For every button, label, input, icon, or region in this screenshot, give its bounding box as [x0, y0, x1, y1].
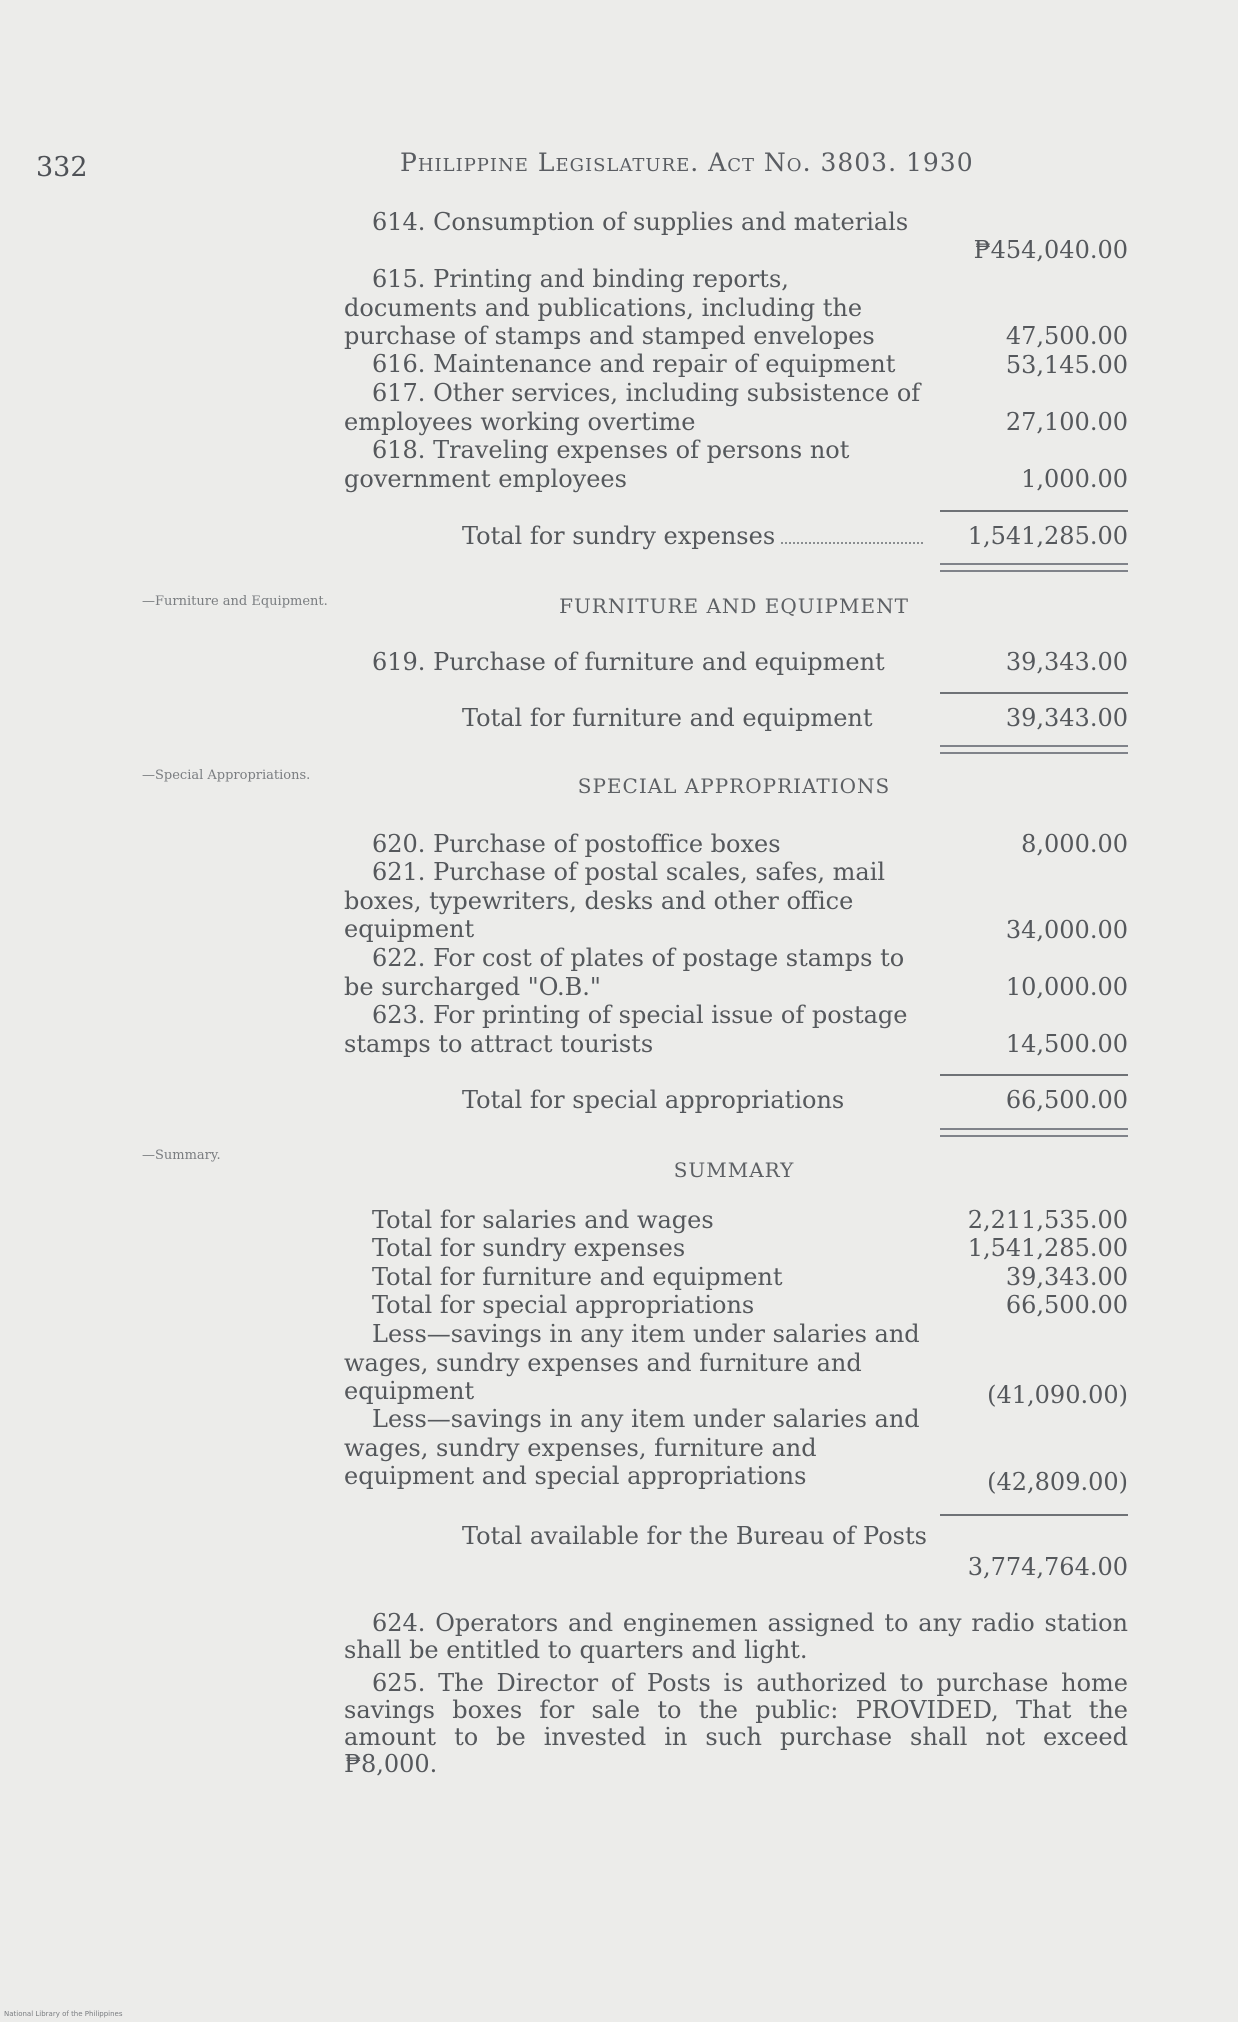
- total-row: [462, 704, 929, 733]
- amount: 1,541,285.00: [967, 1234, 1128, 1262]
- sum-rule: [940, 692, 1128, 694]
- total-available-label: Total available for the Bureau of Posts: [462, 1522, 927, 1550]
- line-item: 617. Other services, including subsistence of employees working overtime: [344, 379, 921, 436]
- line-item: Less—savings in any item under salaries and wages, sundry expenses and furniture and equipment: [344, 1320, 920, 1405]
- amount: 27,100.00: [1005, 408, 1128, 436]
- section-heading: SUMMARY: [673, 1158, 795, 1182]
- line-item: 618. Traveling expenses of persons not government employees: [344, 436, 850, 493]
- total-label: Total for furniture and equipment: [462, 704, 873, 732]
- amount: 39,343.00: [1005, 648, 1128, 676]
- provision-paragraph: 625. The Director of Posts is authorized to purchase home savings boxes for sale to the public: PROVIDED, That the amount to be invested in such purchase shall not exceed ₱8,000.: [344, 1669, 1128, 1778]
- line-item: Total for special appropriations: [372, 1291, 755, 1319]
- amount: 1,000.00: [1021, 465, 1128, 493]
- section-heading: FURNITURE AND EQUIPMENT: [559, 594, 909, 618]
- amount: ₱454,040.00: [973, 236, 1128, 264]
- line-item: 616. Maintenance and repair of equipment: [372, 350, 896, 378]
- total-row: [462, 1086, 929, 1115]
- amount: 34,000.00: [1005, 916, 1128, 944]
- double-rule: [940, 1128, 1128, 1137]
- amount: 53,145.00: [1005, 351, 1128, 379]
- total-row: [462, 522, 929, 551]
- amount: 47,500.00: [1005, 322, 1128, 350]
- sum-rule: [940, 510, 1128, 512]
- provision-paragraph: 624. Operators and enginemen assigned to any radio station shall be entitled to quarters and light.: [344, 1609, 1128, 1664]
- margin-note: —Furniture and Equipment.: [142, 594, 328, 609]
- dot-leader: [781, 542, 923, 544]
- margin-note: —Special Appropriations.: [142, 768, 311, 783]
- line-item: 620. Purchase of postoffice boxes: [372, 830, 781, 858]
- line-item: 619. Purchase of furniture and equipment: [372, 648, 885, 676]
- amount: (41,090.00): [987, 1381, 1128, 1409]
- line-item: 621. Purchase of postal scales, safes, mail boxes, typewriters, desks and other office equipment: [344, 858, 886, 943]
- margin-note: —Summary.: [142, 1148, 221, 1163]
- total-label: Total for sundry expenses: [462, 522, 776, 550]
- total-amount: 39,343.00: [1005, 704, 1128, 732]
- line-item: Less—savings in any item under salaries and wages, sundry expenses, furniture and equipment and special appropriations: [344, 1405, 920, 1490]
- double-rule: [940, 563, 1128, 572]
- total-label: Total for special appropriations: [462, 1086, 845, 1114]
- line-item: 623. For printing of special issue of postage stamps to attract tourists: [344, 1001, 908, 1058]
- line-item: Total for furniture and equipment: [372, 1263, 783, 1291]
- line-item: 615. Printing and binding reports, documents and publications, including the purchase of stamps and stamped envelopes: [344, 265, 875, 350]
- amount: 39,343.00: [1005, 1263, 1128, 1291]
- line-item: Total for sundry expenses: [372, 1234, 686, 1262]
- line-item: 614. Consumption of supplies and materials: [372, 208, 909, 236]
- amount: 66,500.00: [1005, 1291, 1128, 1319]
- page-number: 332: [36, 152, 88, 183]
- total-amount: 66,500.00: [1005, 1086, 1128, 1114]
- line-item: Total for salaries and wages: [372, 1206, 714, 1234]
- amount: 10,000.00: [1005, 973, 1128, 1001]
- double-rule: [940, 745, 1128, 754]
- footer-watermark: National Library of the Philippines: [4, 2010, 123, 2018]
- total-amount: 3,774,764.00: [967, 1553, 1128, 1581]
- amount: (42,809.00): [987, 1468, 1128, 1496]
- amount: 8,000.00: [1021, 830, 1128, 858]
- amount: 2,211,535.00: [967, 1206, 1128, 1234]
- sum-rule: [940, 1074, 1128, 1076]
- running-head: Philippine Legislature. Act No. 3803. 1930: [400, 148, 974, 177]
- sum-rule: [940, 1514, 1128, 1516]
- section-heading: SPECIAL APPROPRIATIONS: [577, 774, 891, 798]
- line-item: 622. For cost of plates of postage stamps to be surcharged "O.B.": [344, 944, 905, 1001]
- total-amount: 1,541,285.00: [967, 522, 1128, 550]
- amount: 14,500.00: [1005, 1030, 1128, 1058]
